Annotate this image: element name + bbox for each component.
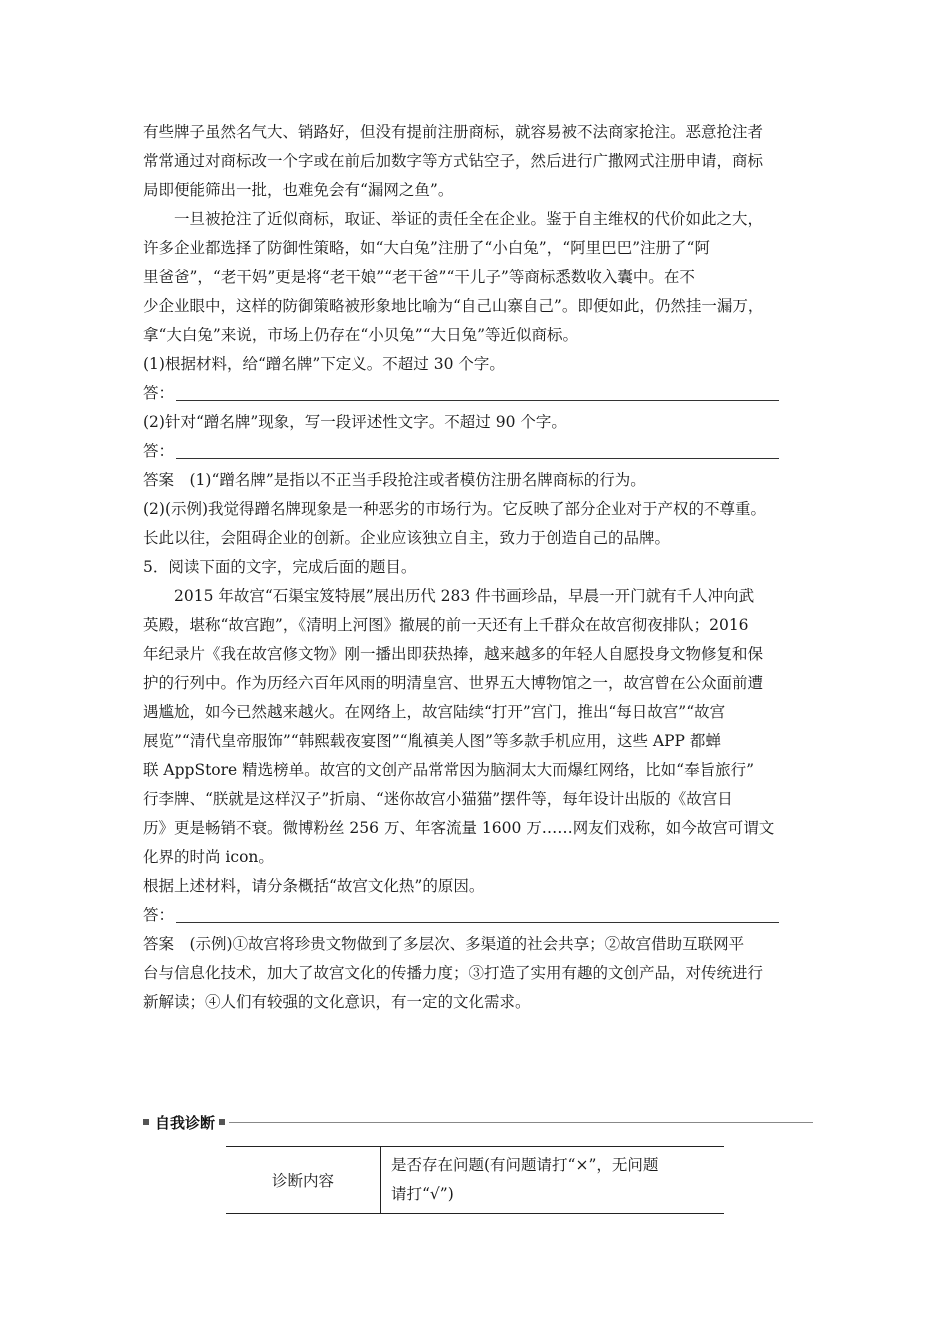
text-line: (1)根据材料，给“蹭名牌”下定义。不超过 30 个字。	[143, 355, 505, 373]
text-line: 历》更是畅销不衰。微博粉丝 256 万、年客流量 1600 万……网友们戏称，如今故宫可谓文	[143, 819, 775, 837]
text-line: 联 AppStore 精选榜单。故宫的文创产品常常因为脑洞太大而爆红网络，比如“奉旨旅行”	[143, 761, 755, 779]
section-divider	[229, 1122, 813, 1123]
text-line: 长此以往，会阻碍企业的创新。企业应该独立自主，致力于创造自己的品牌。	[143, 529, 671, 547]
text-line: 答案 (示例)①故宫将珍贵文物做到了多层次、多渠道的社会共享；②故宫借助互联网平	[143, 935, 745, 953]
table-header-line: 请打“√”)	[391, 1185, 454, 1203]
answer-label: 答：	[143, 906, 175, 924]
table-header-diagnosis-content: 诊断内容	[226, 1147, 381, 1214]
text-line: 台与信息化技术，加大了故宫文化的传播力度；③打造了实用有趣的文创产品，对传统进行	[143, 964, 764, 982]
answer-line	[143, 437, 813, 466]
table-row	[226, 1147, 724, 1214]
text-line: 许多企业都选择了防御性策略，如“大白兔”注册了“小白兔”，“阿里巴巴”注册了“阿	[143, 239, 710, 257]
text-line: 根据上述材料，请分条概括“故宫文化热”的原因。	[143, 877, 485, 895]
text-line: 局即便能筛出一批，也难免会有“漏网之鱼”。	[143, 181, 454, 199]
answer-blank	[176, 457, 779, 459]
text-line: 新解读；④人们有较强的文化意识，有一定的文化需求。	[143, 993, 531, 1011]
text-line: 年纪录片《我在故宫修文物》刚一播出即获热捧，越来越多的年轻人自愿投身文物修复和保	[143, 645, 764, 663]
text-line: 护的行列中。作为历经六百年风雨的明清皇宫、世界五大博物馆之一，故宫曾在公众面前遭	[143, 674, 764, 692]
text-line: 化界的时尚 icon。	[143, 848, 274, 866]
text-line: 英殿，堪称“故宫跑”，《清明上河图》撤展的前一天还有上千群众在故宫彻夜排队；2016	[143, 616, 749, 634]
text-line: 少企业眼中，这样的防御策略被形象地比喻为“自己山寨自己”。即便如此，仍然挂一漏万，	[143, 297, 764, 315]
answer-line	[143, 901, 813, 930]
text-line: 2015 年故宫“石渠宝笈特展”展出历代 283 件书画珍品，早晨一开门就有千人冲向武	[174, 587, 755, 605]
text-line: 里爸爸”，“老干妈”更是将“老干娘”“老干爸”“干儿子”等商标悉数收入囊中。在不	[143, 268, 695, 286]
answer-line	[143, 379, 813, 408]
table-header-has-problem	[381, 1147, 725, 1214]
text-line: 有些牌子虽然名气大、销路好，但没有提前注册商标，就容易被不法商家抢注。恶意抢注者	[143, 123, 764, 141]
section-header	[143, 1111, 813, 1133]
text-line: (2)(示例)我觉得蹭名牌现象是一种恶劣的市场行为。它反映了部分企业对于产权的不尊重。	[143, 500, 767, 518]
text-line: 一旦被抢注了近似商标，取证、举证的责任全在企业。鉴于自主维权的代价如此之大，	[174, 210, 764, 228]
diagnosis-table	[226, 1146, 724, 1214]
text-line: 拿“大白兔”来说，市场上仍存在“小贝兔”“大日兔”等近似商标。	[143, 326, 579, 344]
text-line: 行李牌、“朕就是这样汉子”折扇、“迷你故宫小猫猫”摆件等，每年设计出版的《故宫日	[143, 790, 733, 808]
table-header-line: 是否存在问题(有问题请打“×”，无问题	[391, 1156, 659, 1174]
document-body	[143, 118, 813, 1017]
text-line: 答案 (1)“蹭名牌”是指以不正当手段抢注或者模仿注册名牌商标的行为。	[143, 471, 646, 489]
text-line: 常常通过对商标改一个字或在前后加数字等方式钻空子，然后进行广撒网式注册申请，商标	[143, 152, 764, 170]
text-line: 遇尴尬，如今已然越来越火。在网络上，故宫陆续“打开”宫门，推出“每日故宫”“故宫	[143, 703, 726, 721]
answer-blank	[176, 399, 779, 401]
answer-blank	[176, 921, 779, 923]
answer-label: 答：	[143, 384, 175, 402]
text-line: (2)针对“蹭名牌”现象，写一段评述性文字。不超过 90 个字。	[143, 413, 567, 431]
square-bullet-icon	[219, 1119, 225, 1125]
section-title: 自我诊断	[155, 1113, 216, 1132]
answer-label: 答：	[143, 442, 175, 460]
text-line: 展览”“清代皇帝服饰”“韩熙载夜宴图”“胤禛美人图”等多款手机应用，这些 APP 都蝉	[143, 732, 721, 750]
text-line: 5．阅读下面的文字，完成后面的题目。	[143, 558, 417, 576]
square-bullet-icon	[143, 1119, 149, 1125]
